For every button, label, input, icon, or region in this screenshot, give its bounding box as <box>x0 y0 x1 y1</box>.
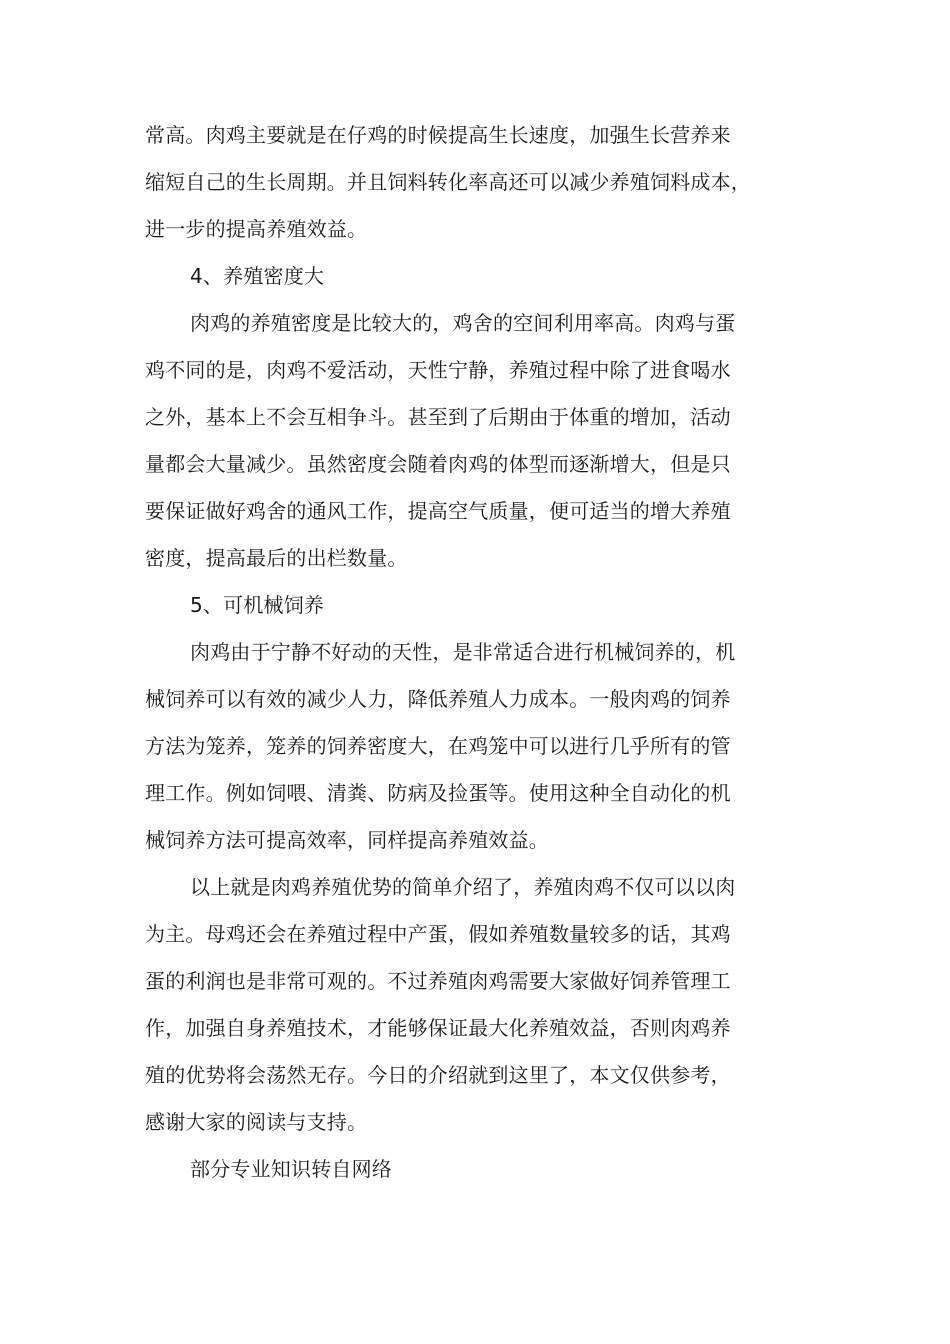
paragraph-line: 肉鸡由于宁静不好动的天性，是非常适合进行机械饲养的，机 <box>190 640 736 664</box>
paragraph-line: 理工作。例如饲喂、清粪、防病及捡蛋等。使用这种全自动化的机 <box>145 781 731 805</box>
paragraph-line: 要保证做好鸡舍的通风工作，提高空气质量，便可适当的增大养殖 <box>145 499 731 523</box>
section-heading: 4、养殖密度大 <box>190 264 325 288</box>
paragraph-line: 量都会大量减少。虽然密度会随着肉鸡的体型而逐渐增大，但是只 <box>145 452 731 476</box>
paragraph-line: 械饲养可以有效的减少人力，降低养殖人力成本。一般肉鸡的饲养 <box>145 687 731 711</box>
paragraph-line: 之外，基本上不会互相争斗。甚至到了后期由于体重的增加，活动 <box>145 405 731 429</box>
document-body <box>145 112 817 1193</box>
paragraph-line: 肉鸡的养殖密度是比较大的，鸡舍的空间利用率高。肉鸡与蛋 <box>190 311 736 335</box>
paragraph-line: 方法为笼养，笼养的饲养密度大，在鸡笼中可以进行几乎所有的管 <box>145 734 731 758</box>
source-note: 部分专业知识转自网络 <box>190 1157 392 1181</box>
paragraph-line: 蛋的利润也是非常可观的。不过养殖肉鸡需要大家做好饲养管理工 <box>145 969 731 993</box>
paragraph-line: 密度，提高最后的出栏数量。 <box>145 546 408 570</box>
paragraph-line: 殖的优势将会荡然无存。今日的介绍就到这里了，本文仅供参考， <box>145 1063 731 1087</box>
paragraph-line: 为主。母鸡还会在养殖过程中产蛋，假如养殖数量较多的话，其鸡 <box>145 922 731 946</box>
paragraph-line: 作，加强自身养殖技术，才能够保证最大化养殖效益，否则肉鸡养 <box>145 1016 731 1040</box>
paragraph-line: 感谢大家的阅读与支持。 <box>145 1110 368 1134</box>
section-heading: 5、可机械饲养 <box>190 593 325 617</box>
paragraph-line: 械饲养方法可提高效率，同样提高养殖效益。 <box>145 828 549 852</box>
paragraph-line: 进一步的提高养殖效益。 <box>145 217 368 241</box>
paragraph-line: 以上就是肉鸡养殖优势的简单介绍了，养殖肉鸡不仅可以以肉 <box>190 875 736 899</box>
paragraph-line: 缩短自己的生长周期。并且饲料转化率高还可以减少养殖饲料成本， <box>145 170 751 194</box>
paragraph-line: 常高。肉鸡主要就是在仔鸡的时候提高生长速度，加强生长营养来 <box>145 123 731 147</box>
paragraph-line: 鸡不同的是，肉鸡不爱活动，天性宁静，养殖过程中除了进食喝水 <box>145 358 731 382</box>
